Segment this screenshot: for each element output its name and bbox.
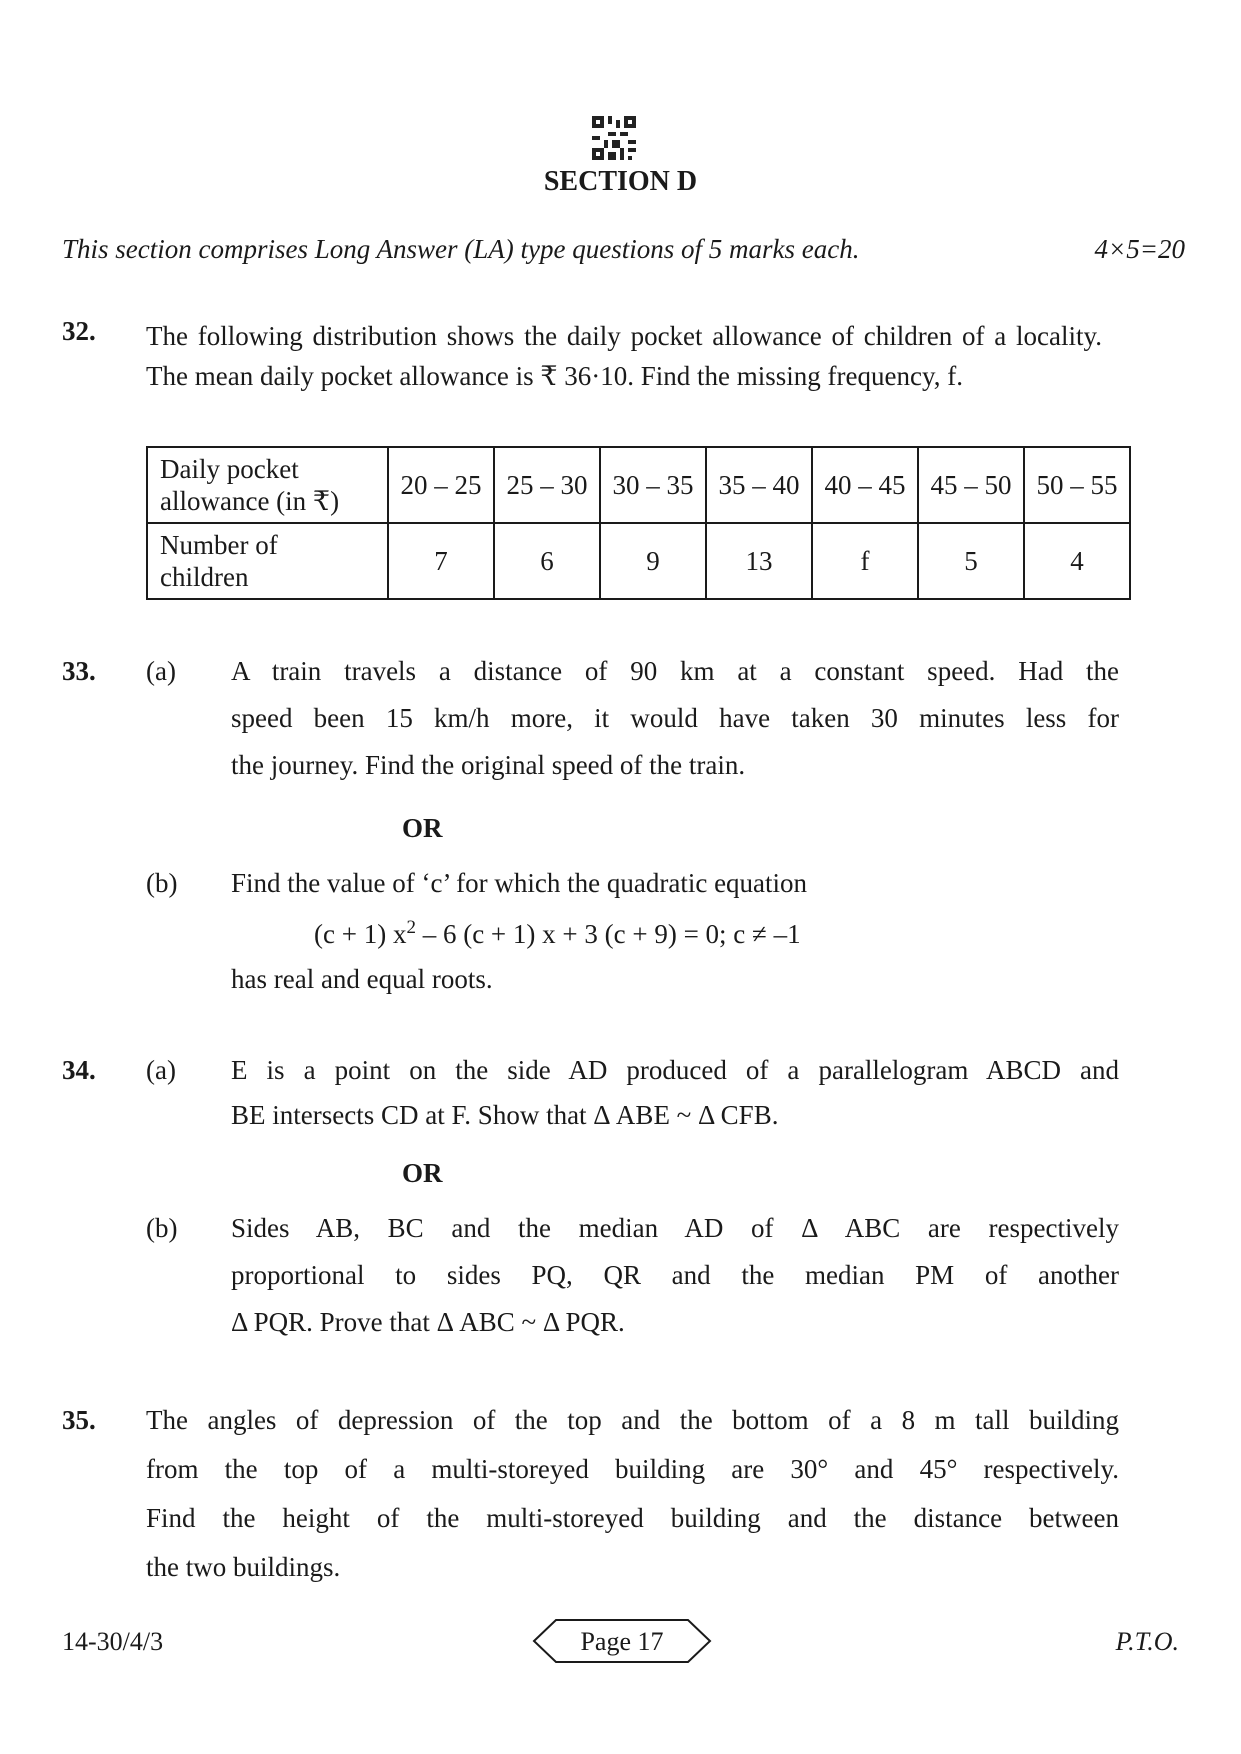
question-33a-line: speed been 15 km/h more, it would have taken 30 minutes less for: [231, 703, 1119, 733]
paper-code: 14-30/4/3: [62, 1627, 164, 1656]
qr-code-icon: [592, 116, 636, 160]
equation-exponent: 2: [406, 917, 416, 938]
question-35-line: The angles of depression of the top and the bottom of a 8 m tall building: [146, 1405, 1119, 1435]
equation-part: (c + 1) x: [314, 919, 407, 949]
question-34b-line: proportional to sides PQ, QR and the median PM of another: [231, 1260, 1119, 1290]
table-header-allowance: [147, 447, 388, 523]
table-cell-frequency: 7: [388, 523, 494, 599]
question-number-34: 34.: [62, 1055, 96, 1085]
question-33a-line: the journey. Find the original speed of the train.: [231, 750, 746, 780]
question-35-line: the two buildings.: [146, 1552, 341, 1582]
table-cell-interval: 25 – 30: [494, 447, 600, 523]
question-number-35: 35.: [62, 1405, 96, 1435]
question-35-line: Find the height of the multi-storeyed building and the distance between: [146, 1503, 1119, 1533]
question-34-part-a-label: (a): [146, 1055, 176, 1085]
table-cell-interval: 50 – 55: [1024, 447, 1130, 523]
page-number: Page 17: [580, 1627, 664, 1656]
question-34-part-b-label: (b): [146, 1213, 178, 1243]
table-cell-interval: 45 – 50: [918, 447, 1024, 523]
pto-label: P.T.O.: [1115, 1627, 1179, 1656]
section-title: SECTION D: [543, 166, 698, 197]
table-cell-frequency: 6: [494, 523, 600, 599]
question-33-part-a-label: (a): [146, 656, 176, 686]
table-header-line: Number of: [160, 530, 278, 560]
table-cell-interval: 35 – 40: [706, 447, 812, 523]
table-cell-frequency: f: [812, 523, 918, 599]
question-34a-line: BE intersects CD at F. Show that Δ ABE ~ Δ CFB.: [231, 1100, 779, 1130]
question-34b-line: Δ PQR. Prove that Δ ABC ~ Δ PQR.: [231, 1307, 625, 1337]
table-cell-interval: 30 – 35: [600, 447, 706, 523]
table-cell-frequency: 4: [1024, 523, 1130, 599]
section-note: This section comprises Long Answer (LA) type questions of 5 marks each.: [62, 234, 860, 264]
or-divider: OR: [402, 1158, 443, 1188]
equation-part: – 6 (c + 1) x + 3 (c + 9) = 0; c ≠ –1: [415, 919, 801, 949]
table-cell-frequency: 5: [918, 523, 1024, 599]
question-34b-line: Sides AB, BC and the median AD of Δ ABC are respectively: [231, 1213, 1119, 1243]
table-cell-frequency: 9: [600, 523, 706, 599]
table-cell-frequency: 13: [706, 523, 812, 599]
question-32-text: The following distribution shows the daily pocket allowance of children of a locality. The mean daily pocket allowance is ₹ 36·10. Find the missing frequency, f.: [146, 321, 1102, 391]
quadratic-equation: [314, 917, 801, 950]
allowance-distribution-table: [146, 446, 1131, 600]
table-cell-interval: 40 – 45: [812, 447, 918, 523]
question-33b-line: Find the value of ‘c’ for which the quadratic equation: [231, 868, 808, 898]
table-header-line: allowance (in ₹): [160, 486, 340, 516]
question-33b-line: has real and equal roots.: [231, 964, 493, 994]
table-header-line: Daily pocket: [160, 454, 299, 484]
question-33-part-b-label: (b): [146, 868, 178, 898]
question-33a-line: A train travels a distance of 90 km at a constant speed. Had the: [231, 656, 1119, 686]
question-number-33: 33.: [62, 656, 96, 686]
question-number-32: 32.: [62, 316, 96, 346]
table-cell-interval: 20 – 25: [388, 447, 494, 523]
or-divider: OR: [402, 813, 443, 843]
table-header-line: children: [160, 562, 249, 592]
section-marks: 4×5=20: [1094, 234, 1185, 264]
question-35-line: from the top of a multi-storeyed building are 30° and 45° respectively.: [146, 1454, 1119, 1484]
question-34a-line: E is a point on the side AD produced of a parallelogram ABCD and: [231, 1055, 1119, 1085]
table-header-children: [147, 523, 388, 599]
